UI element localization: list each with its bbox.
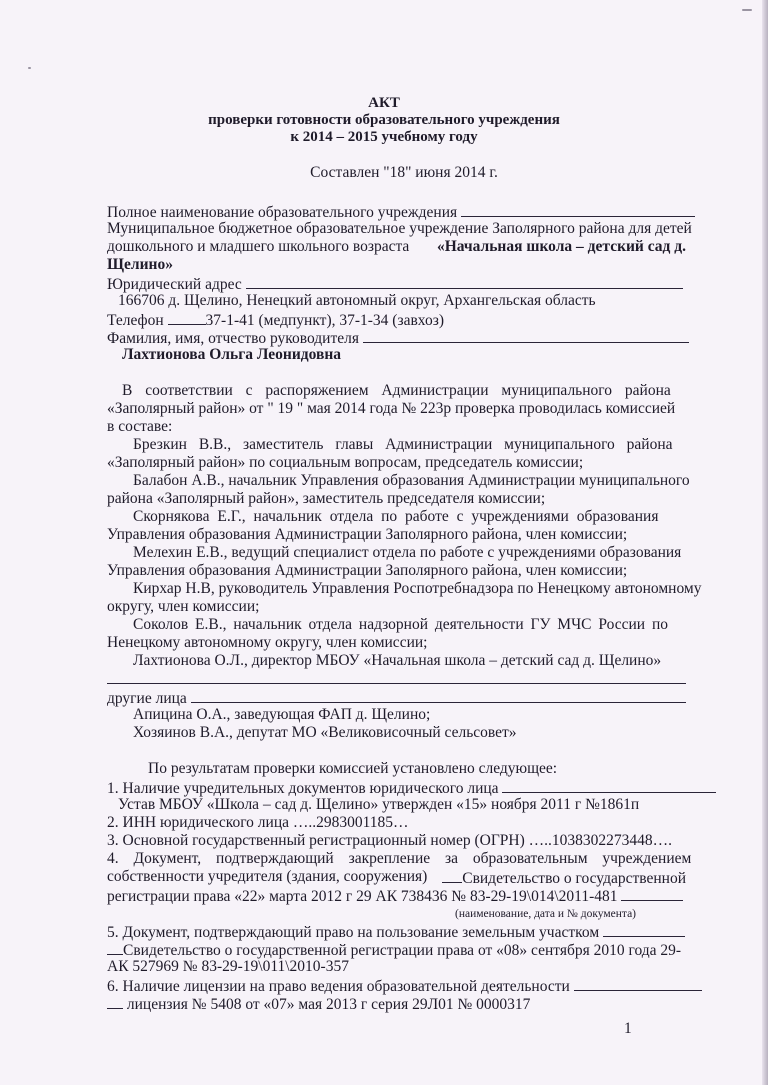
phone-value: 37-1-41 (медпункт), 37-1-34 (завхоз) <box>205 312 444 329</box>
institution-name-line-1 <box>107 220 692 238</box>
item-4-text: собственности учредителя (здания, сооружения) <box>107 868 428 885</box>
institution-name-bold: «Начальная школа – детский сад д. <box>436 238 686 255</box>
item-3: 3. Основной государственный регистрационный номер (ОГРН) …..1038302273448…. <box>107 832 673 849</box>
member-7: Лахтионова О.Л., директор МБОУ «Начальная школа – детский сад д. Щелино» <box>133 652 662 669</box>
member-5-line-1: Кирхар Н.В, руководитель Управления Роспотребнадзора по Ненецкому автономному <box>133 580 702 597</box>
other-person-1: Апицина О.А., заведующая ФАП д. Щелино; <box>133 706 431 723</box>
blank-line <box>621 886 683 901</box>
item-4-note: (наименование, дата и № документа) <box>455 908 637 920</box>
full-name-label <box>107 202 695 222</box>
institution-name-text: Муниципальное бюджетное образовательное учреждение Заполярного района для детей <box>107 220 692 237</box>
act-subtitle-1: проверки готовности образовательного учреждения <box>208 112 560 128</box>
item-5-value: Свидетельство о государственной регистрации права от «08» сентября 2010 года 29- <box>123 942 682 959</box>
item-6-value: лицензия № 5408 от «07» мая 2013 г серия 29Л01 № 0000317 <box>126 996 531 1013</box>
item-4-value-text: Свидетельство о государственной <box>462 870 686 887</box>
results-intro: По результатам проверки комиссией установлено следующее: <box>148 760 558 777</box>
item-4-line-3 <box>107 886 683 906</box>
blank-line <box>461 202 695 217</box>
item-4-line-1 <box>107 850 692 868</box>
blank-line <box>107 994 123 1009</box>
director-label: Фамилия, имя, отчество руководителя <box>107 330 359 347</box>
item-6-text: 6. Наличие лицензии на право ведения образовательной деятельности <box>107 978 570 995</box>
item-1-text: 1. Наличие учредительных документов юридического лица <box>107 780 499 797</box>
act-title: АКТ <box>368 95 400 111</box>
phone-row <box>107 310 444 330</box>
item-5-line-3: АК 527969 № 83-29-19\011\2010-357 <box>107 958 349 975</box>
institution-name-text: дошкольного и младшего школьного возраста <box>107 238 410 255</box>
legal-address-label: Юридический адрес <box>107 276 242 293</box>
scan-edge <box>762 0 768 1085</box>
item-5-line-2 <box>107 940 681 960</box>
member-6-line-2: Ненецкому автономному округу, член комиссии; <box>107 634 428 651</box>
compiled-date: Составлен "18" июня 2014 г. <box>310 164 498 181</box>
member-2-line-1: Балабон А.В., начальник Управления образования Администрации муниципального <box>133 472 690 489</box>
item-4-value-text: регистрации права «22» марта 2012 г 29 АК 738436 № 83-29-19\014\2011-481 <box>107 888 618 905</box>
item-6-line-2 <box>107 994 530 1014</box>
blank-line <box>191 688 686 703</box>
member-3-line-2: Управления образования Администрации Заполярного района, член комиссии; <box>107 526 628 543</box>
member-5-line-2: округу, член комиссии; <box>107 598 260 615</box>
full-name-label-text: Полное наименование образовательного учреждения <box>107 204 458 221</box>
blank-line <box>363 328 689 343</box>
institution-name-line-3: Щелино» <box>107 256 173 273</box>
blank-line <box>246 274 683 289</box>
others-row <box>107 688 686 708</box>
item-4-value <box>442 868 686 888</box>
page-number: 1 <box>624 1020 632 1037</box>
act-subtitle-2: к 2014 – 2015 учебному году <box>290 129 478 145</box>
blank-line <box>502 778 716 793</box>
other-person-2: Хозяинов В.А., депутат МО «Великовисочный сельсовет» <box>133 724 517 741</box>
legal-address: 166706 д. Щелино, Ненецкий автономный округ, Архангельская область <box>118 292 596 309</box>
institution-name-line-2 <box>107 238 686 256</box>
member-6-line-1: Соколов Е.В., начальник отдела надзорной деятельности ГУ МЧС России по <box>133 616 669 633</box>
blank-line <box>442 868 462 883</box>
member-1-line-1: Брезкин В.В., заместитель главы Администрации муниципального района <box>133 436 673 453</box>
item-5-text: 5. Документ, подтверждающий право на пользование земельным участком <box>107 924 600 941</box>
commission-intro-1 <box>122 382 686 400</box>
item-5 <box>107 922 685 942</box>
member-4-line-2: Управления образования Администрации Заполярного района, член комиссии; <box>107 562 628 579</box>
commission-intro-2: «Заполярный район» от " 19 " мая 2014 года № 223р проверка проводилась комиссией <box>107 400 676 417</box>
member-2-line-2: района «Заполярный район», заместитель председателя комиссии; <box>107 490 546 507</box>
member-1-line-2: «Заполярный район» по социальным вопросам, председатель комиссии; <box>107 454 584 471</box>
item-6 <box>107 976 702 996</box>
item-1-value: Устав МБОУ «Школа – сад д. Щелино» утвержден «15» ноября 2011 г №1861п <box>118 796 640 813</box>
others-label: другие лица <box>107 690 187 707</box>
blank-line <box>107 683 686 684</box>
item-4-line-2 <box>107 868 686 888</box>
blank-line <box>603 922 685 937</box>
member-4-line-1: Мелехин Е.В., ведущий специалист отдела по работе с учреждениями образования <box>133 544 682 561</box>
item-1 <box>107 778 716 798</box>
commission-intro-3: в составе: <box>107 418 173 435</box>
item-2: 2. ИНН юридического лица …..2983001185… <box>107 814 409 831</box>
blank-line <box>168 310 206 325</box>
item-4-text: 4. Документ, подтверждающий закрепление за образовательным учреждением <box>107 850 692 867</box>
legal-address-row <box>107 274 683 294</box>
blank-line <box>574 976 702 991</box>
blank-line <box>107 940 123 955</box>
member-3-line-1: Скорнякова Е.Г., начальник отдела по работе с учреждениями образования <box>133 508 659 525</box>
commission-intro-text: В соответствии с распоряжением Администрации муниципального района <box>122 382 671 399</box>
director-row <box>107 328 689 348</box>
scan-speck <box>28 67 31 69</box>
scan-speck <box>742 9 752 11</box>
phone-label: Телефон <box>107 312 164 329</box>
director-name: Лахтионова Ольга Леонидовна <box>122 346 342 363</box>
